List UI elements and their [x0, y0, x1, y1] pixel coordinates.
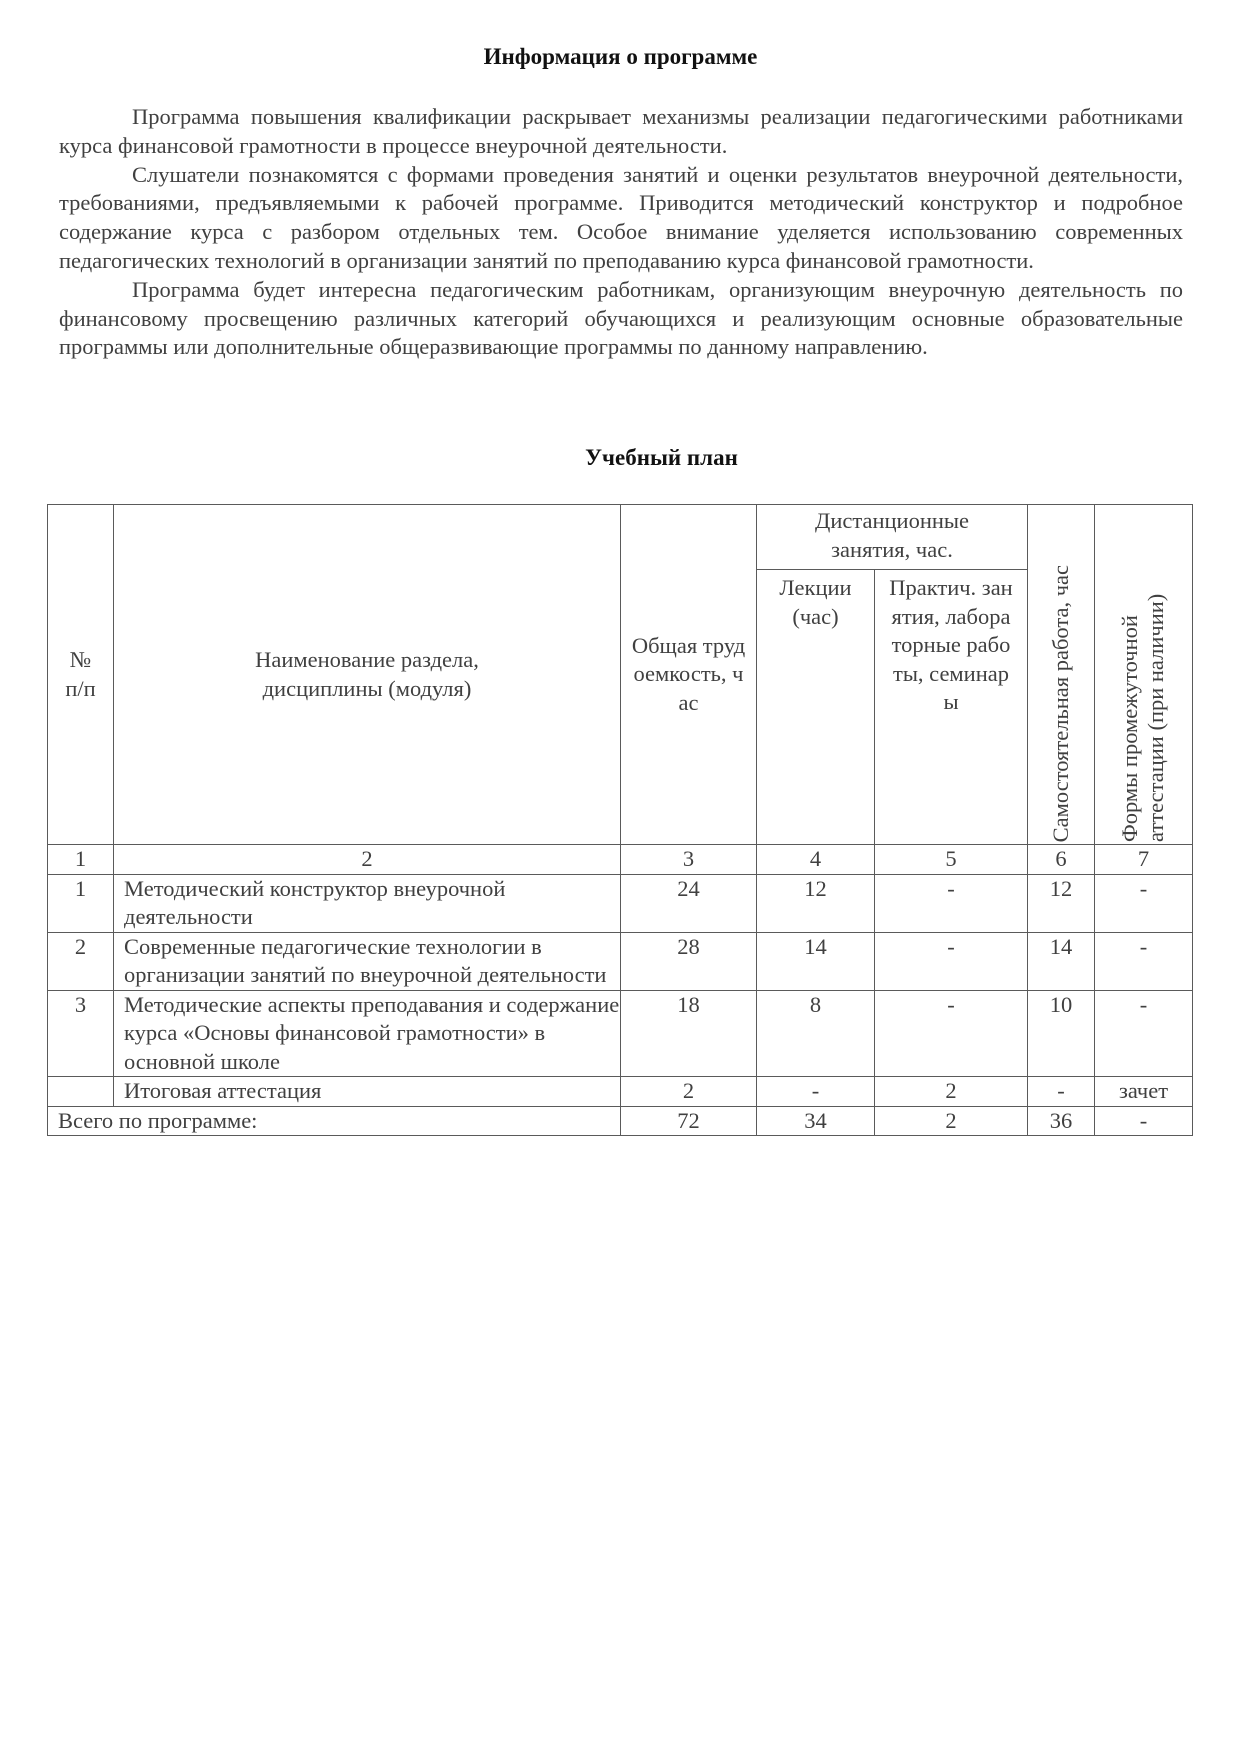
header-row [48, 505, 1193, 570]
paragraph: Программа повышения квалификации раскрывает механизмы реализации педагогическими работниками курса финансовой грамотности в процессе внеурочной деятельности. [59, 104, 1183, 158]
paragraph: Программа будет интересна педагогическим работникам, организующим внеурочную деятельность по финансовому просвещению различных категорий обучающихся и реализующим основные образовательные программы или дополнительные общеразвивающие программы по данному направлению. [59, 276, 1183, 360]
row-num: 2 [48, 932, 114, 990]
col-number: 3 [621, 845, 757, 875]
col-number: 2 [114, 845, 621, 875]
table-row [48, 1077, 1193, 1107]
header-lectures: Лекции (час) [757, 570, 875, 845]
col-number: 7 [1095, 845, 1193, 875]
table-row [48, 874, 1193, 932]
row-forms: - [1095, 874, 1193, 932]
header-forms: Формы промежуточной аттестации (при наличии) [1095, 505, 1193, 845]
program-description [59, 103, 1183, 362]
table-row [48, 990, 1193, 1077]
row-forms: - [1095, 932, 1193, 990]
header-self: Самостоятельная работа, час [1028, 505, 1095, 845]
curriculum-table [47, 504, 1193, 1136]
col-number: 1 [48, 845, 114, 875]
row-practice: - [875, 874, 1028, 932]
header-name: Наименование раздела, дисциплины (модуля) [114, 505, 621, 845]
row-total: 2 [621, 1077, 757, 1107]
total-row [48, 1106, 1193, 1136]
row-lectures: 14 [757, 932, 875, 990]
row-name: Методические аспекты преподавания и содержание курса «Основы финансовой грамотности» в основной школе [114, 990, 621, 1077]
row-lectures: 12 [757, 874, 875, 932]
row-self: 10 [1028, 990, 1095, 1077]
total-practice: 2 [875, 1106, 1028, 1136]
row-lectures: 8 [757, 990, 875, 1077]
row-name: Итоговая аттестация [114, 1077, 621, 1107]
row-num: 1 [48, 874, 114, 932]
page-title: Информация о программе [483, 44, 758, 69]
total-lectures: 34 [757, 1106, 875, 1136]
row-self: 14 [1028, 932, 1095, 990]
col-number: 4 [757, 845, 875, 875]
row-forms: зачет [1095, 1077, 1193, 1107]
row-num: 3 [48, 990, 114, 1077]
header-total: Общая трудоемкость, час [621, 505, 757, 845]
total-forms: - [1095, 1106, 1193, 1136]
row-lectures: - [757, 1077, 875, 1107]
row-total: 18 [621, 990, 757, 1077]
total-label: Всего по программе: [48, 1106, 621, 1136]
row-practice: - [875, 932, 1028, 990]
header-distance: Дистанционные занятия, час. [757, 505, 1028, 570]
row-total: 28 [621, 932, 757, 990]
row-total: 24 [621, 874, 757, 932]
header-num: № п/п [48, 505, 114, 845]
paragraph: Слушатели познакомятся с формами проведения занятий и оценки результатов внеурочной деятельности, требованиями, предъявляемыми к рабочей программе. Приводится методический конструктор и подробное содержание курса с разбором отдельных тем. Особое внимание уделяется использованию современных педагогических технологий в организации занятий по преподаванию курса финансовой грамотности. [59, 161, 1183, 273]
header-practice: Практич. занятия, лабораторные работы, семинары [875, 570, 1028, 845]
column-number-row [48, 845, 1193, 875]
row-practice: 2 [875, 1077, 1028, 1107]
col-number: 6 [1028, 845, 1095, 875]
table-row [48, 932, 1193, 990]
plan-title: Учебный план [585, 445, 738, 470]
total-self: 36 [1028, 1106, 1095, 1136]
row-practice: - [875, 990, 1028, 1077]
row-self: 12 [1028, 874, 1095, 932]
col-number: 5 [875, 845, 1028, 875]
row-num [48, 1077, 114, 1107]
row-forms: - [1095, 990, 1193, 1077]
total-hours: 72 [621, 1106, 757, 1136]
row-name: Современные педагогические технологии в организации занятий по внеурочной деятельности [114, 932, 621, 990]
row-self: - [1028, 1077, 1095, 1107]
row-name: Методический конструктор внеурочной деятельности [114, 874, 621, 932]
